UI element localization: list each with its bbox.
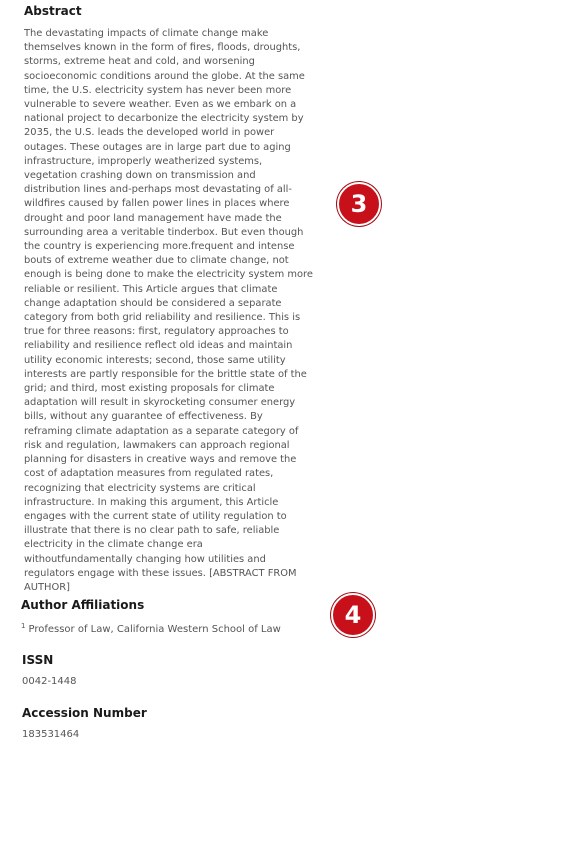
annotation-badge-4: 4 [331, 593, 375, 637]
issn-value: 0042-1448 [22, 676, 77, 687]
issn-heading: ISSN [22, 653, 54, 667]
accession-number-section [22, 705, 342, 742]
abstract-section [24, 3, 314, 595]
issn-section [22, 652, 342, 689]
accession-number-heading: Accession Number [22, 706, 147, 720]
abstract-heading: Abstract [24, 4, 82, 18]
abstract-body: The devastating impacts of climate change make themselves known in the form of fires, floods, droughts, storms, extreme heat and cold, and worsening socioeconomic conditions around the globe. At the same time, the U.S. electricity system has never been more vulnerable to severe weather. Even as we embark on a national project to decarbonize the electricity system by 2035, the U.S. leads the developed world in power outages. These outages are in large part due to aging infrastructure, improperly weatherized systems, vegetation crashing down on transmission and distribution lines and-perhaps most devastating of all-wildfires caused by fallen power lines in places where drought and poor land management have made the surrounding area a veritable tinderbox. But even though the country is experiencing more.frequent and intense bouts of extreme weather due to climate change, not enough is being done to make the electricity system more reliable or resilient. This Article argues that climate change adaptation should be considered a separate category from both grid reliability and resilience. This is true for three reasons: first, regulatory approaches to reliability and resilience reflect old ideas and maintain utility economic interests; second, those same utility interests are partly responsible for the brittle state of the grid; and third, most existing proposals for climate adaptation will result in skyrocketing consumer energy bills, without any guarantee of effectiveness. By reframing climate adaptation as a separate category of risk and regulation, lawmakers can approach regional planning for disasters in creative ways and remove the cost of adaptation measures from regulated rates, recognizing that electricity systems are critical infrastructure. In making this argument, this Article engages with the current state of utility regulation to illustrate that there is no clear path to safe, reliable electricity in the climate change era withoutfundamentally changing how utilities and regulators engage with these issues. [ABSTRACT FROM AUTHOR] [24, 28, 313, 593]
accession-number-value: 183531464 [22, 729, 80, 740]
affiliation-marker: 1 [21, 621, 26, 630]
author-affiliations-heading: Author Affiliations [21, 598, 145, 612]
annotation-badge-3: 3 [337, 182, 381, 226]
affiliation-item [21, 623, 341, 637]
affiliation-text: Professor of Law, California Western School of Law [28, 624, 281, 635]
author-affiliations-section [21, 597, 341, 637]
